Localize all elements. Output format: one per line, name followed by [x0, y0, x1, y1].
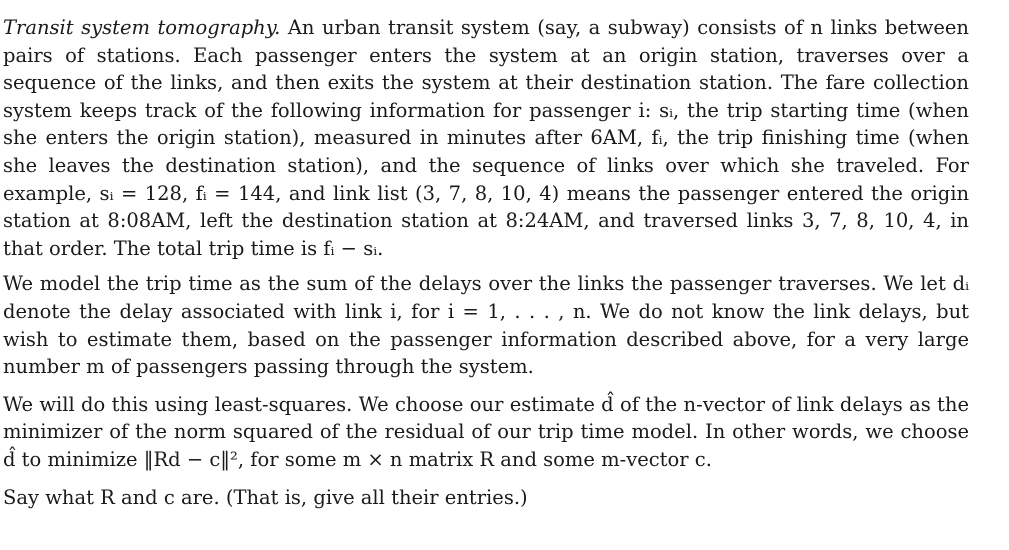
paragraph-model: We model the trip time as the sum of the delays over the links the passenger traverses. We let dᵢ denote the delay associated with link i, for i = 1, . . . , n. We do not know the link delays, but wish to estimate them, based on the passenger information described above, for a very large number m of passengers passing through the system. — [3, 272, 969, 379]
paragraph-lead: Transit system tomography. — [3, 16, 281, 39]
paragraph-question: Say what R and c are. (That is, give all their entries.) — [3, 485, 528, 509]
problem-text — [3, 14, 969, 511]
paragraph-intro — [3, 14, 969, 262]
paragraph-body: An urban transit system (say, a subway) consists of n links between pairs of stations. Each passenger enters the system at an origin station, traverses over a sequence of the links, and then exits the system at their destination station. The fare collection system keeps track of the following information for passenger i: sᵢ, the trip starting time (when she enters the origin station), measured in minutes after 6AM, fᵢ, the trip finishing time (when she leaves the destination station), and the sequence of links over which she traveled. For example, sᵢ = 128, fᵢ = 144, and link list (3, 7, 8, 10, 4) means the passenger entered the origin station at 8:08AM, left the destination station at 8:24AM, and traversed links 3, 7, 8, 10, 4, in that order. The total trip time is fᵢ − sᵢ. — [3, 16, 969, 260]
paragraph-least-squares: We will do this using least-squares. We choose our estimate d̂ of the n-vector of link delays as the minimizer of the norm squared of the residual of our trip time model. In other words, we choose d̂ to minimize ‖Rd − c‖², for some m × n matrix R and some m-vector c. — [3, 392, 969, 471]
